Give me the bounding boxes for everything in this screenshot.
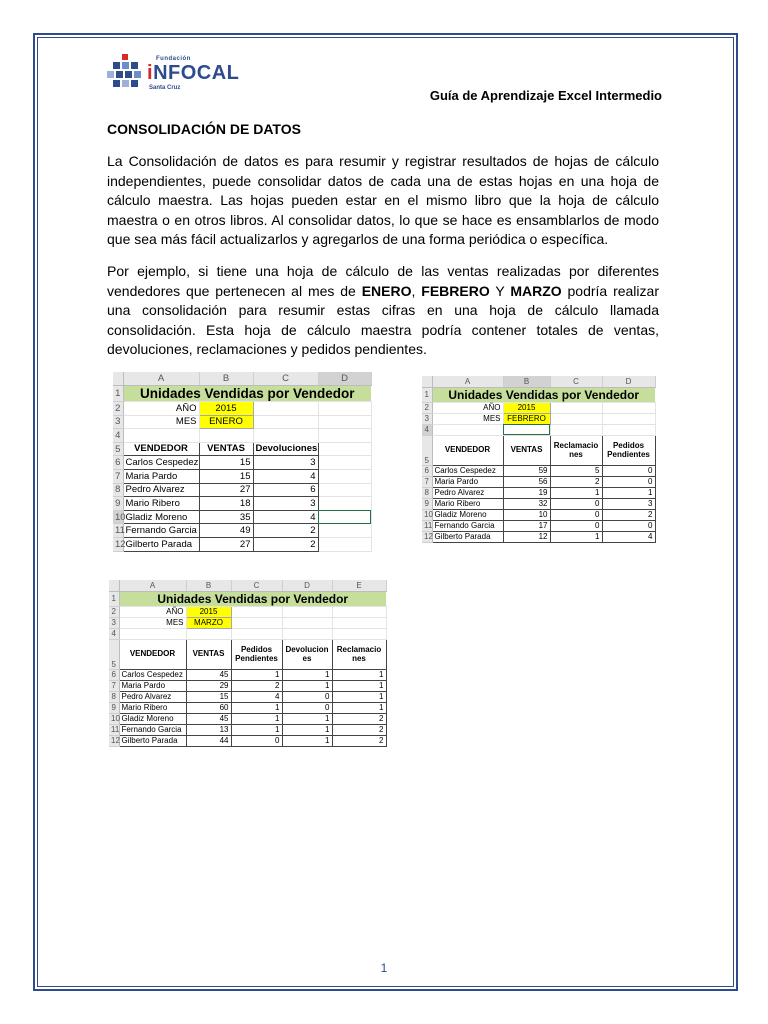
intro-paragraph: La Consolidación de datos es para resumir y registrar resultados de hojas de cálculo independientes, puede consolidar datos de cada una de estas hojas en una hoja de cálculo maestra. Las hojas pueden estar en el mismo libro que la hoja de cálculo maestra o en otros libros. Al consolidar datos, lo que se hace es ensamblarlos de modo que sea más fácil actualizarlos y agregarlos de una forma periódica o específica. <box>107 153 659 248</box>
col-title-vendedor: VENDEDOR <box>119 639 186 669</box>
anio-value: 2015 <box>503 402 550 413</box>
row-number: 1 <box>422 387 432 402</box>
sheet-title: Unidades Vendidas por Vendedor <box>123 386 371 402</box>
row-number: 5 <box>422 435 432 465</box>
col-title-vendedor: VENDEDOR <box>123 442 199 456</box>
guide-title: Guía de Aprendizaje Excel Intermedio <box>429 88 662 103</box>
table-row: 8 Pedro Alvarez 19 1 1 <box>422 487 655 498</box>
row-number: 3 <box>109 617 119 628</box>
col-header: D <box>602 376 655 387</box>
col-title-vendedor: VENDEDOR <box>432 435 503 465</box>
col-title-ventas: VENTAS <box>503 435 550 465</box>
sheet-corner <box>422 376 432 387</box>
anio-value: 2015 <box>199 402 253 416</box>
table-row: 12 Gilberto Parada 27 2 <box>113 538 371 552</box>
selected-cell[interactable] <box>318 510 371 524</box>
row-number: 1 <box>109 591 119 606</box>
col-title-pedidos-pendientes: Pedidos Pendientes <box>602 435 655 465</box>
infocal-logo <box>107 52 240 98</box>
row-number: 4 <box>422 424 432 435</box>
example-paragraph: Por ejemplo, si tiene una hoja de cálculo de las ventas realizadas por diferentes vendedores que pertenecen al mes de ENERO, FEBRERO Y MARZO podría realizar una consolidación para resumir estas cifras en una hoja de cálculo llamada consolidación. Esta hoja de cálculo maestra podría contener totales de ventas, devoluciones, reclamaciones y pedidos pendientes. <box>107 263 659 358</box>
col-title-devoluciones: Devolucion es <box>282 639 332 669</box>
mes-label: MES <box>432 413 503 424</box>
mes-value: MARZO <box>186 617 231 628</box>
row-number: 5 <box>109 639 119 669</box>
table-row: 11 Fernando Garcia 13 1 1 2 <box>109 724 386 735</box>
table-row: 9 Mario Ribero 32 0 3 <box>422 498 655 509</box>
sheet-title: Unidades Vendidas por Vendedor <box>119 591 386 606</box>
mes-value: ENERO <box>199 415 253 429</box>
sheet-marzo <box>109 580 387 747</box>
table-row: 7 Maria Pardo 29 2 1 1 <box>109 680 386 691</box>
sheet-enero <box>113 372 372 552</box>
logo-fundacion-text: Fundación <box>156 56 191 62</box>
anio-label: AÑO <box>432 402 503 413</box>
page-number: 1 <box>380 961 388 975</box>
table-row: 8 Pedro Alvarez 15 4 0 1 <box>109 691 386 702</box>
table-row: 8 Pedro Alvarez 27 6 <box>113 483 371 497</box>
table-row: 9 Mario Ribero 60 1 0 1 <box>109 702 386 713</box>
col-header: E <box>332 580 386 591</box>
logo-squares-icon <box>107 54 145 94</box>
col-header: C <box>253 372 318 386</box>
col-header: B <box>186 580 231 591</box>
col-header: D <box>282 580 332 591</box>
row-number: 3 <box>422 413 432 424</box>
table-row: 12 Gilberto Parada 44 0 1 2 <box>109 735 386 746</box>
anio-label: AÑO <box>123 402 199 416</box>
col-header: A <box>432 376 503 387</box>
sheet-febrero <box>422 376 656 543</box>
anio-label: AÑO <box>119 606 186 617</box>
table-row: 11 Fernando Garcia 49 2 <box>113 524 371 538</box>
row-number: 2 <box>422 402 432 413</box>
mes-label: MES <box>123 415 199 429</box>
table-row: 7 Maria Pardo 15 4 <box>113 470 371 484</box>
col-title-ventas: VENTAS <box>186 639 231 669</box>
sheet-corner <box>113 372 123 386</box>
anio-value: 2015 <box>186 606 231 617</box>
row-number: 4 <box>109 628 119 639</box>
row-number: 4 <box>113 429 123 443</box>
col-header: B <box>199 372 253 386</box>
row-number: 5 <box>113 442 123 456</box>
table-row: 7 Maria Pardo 56 2 0 <box>422 476 655 487</box>
logo-subtitle: Santa Cruz <box>149 85 181 91</box>
selected-cell[interactable] <box>503 424 550 435</box>
col-title-ventas: VENTAS <box>199 442 253 456</box>
sheet-corner <box>109 580 119 591</box>
col-title-reclamaciones: Reclamacio nes <box>550 435 602 465</box>
col-header: A <box>123 372 199 386</box>
table-row: 6 Carlos Cespedez 15 3 <box>113 456 371 470</box>
table-row: 6 Carlos Cespedez 59 5 0 <box>422 465 655 476</box>
col-title-devoluciones: Devoluciones <box>253 442 318 456</box>
table-row: 11 Fernando Garcia 17 0 0 <box>422 520 655 531</box>
logo-name: iNFOCAL <box>147 62 240 84</box>
mes-value: FEBRERO <box>503 413 550 424</box>
section-title: CONSOLIDACIÓN DE DATOS <box>107 121 301 137</box>
row-number: 2 <box>109 606 119 617</box>
row-number: 3 <box>113 415 123 429</box>
col-header: A <box>119 580 186 591</box>
mes-label: MES <box>119 617 186 628</box>
col-title-pedidos-pendientes: Pedidos Pendientes <box>231 639 282 669</box>
row-number: 1 <box>113 386 123 402</box>
col-header: C <box>550 376 602 387</box>
table-row: 10 Gladiz Moreno 10 0 2 <box>422 509 655 520</box>
sheet-title: Unidades Vendidas por Vendedor <box>432 387 655 402</box>
table-row: 12 Gilberto Parada 12 1 4 <box>422 531 655 542</box>
table-row: 9 Mario Ribero 18 3 <box>113 497 371 511</box>
table-row: 10 Gladiz Moreno 45 1 1 2 <box>109 713 386 724</box>
col-header: B <box>503 376 550 387</box>
col-title-reclamaciones: Reclamacio nes <box>332 639 386 669</box>
table-row: 6 Carlos Cespedez 45 1 1 1 <box>109 669 386 680</box>
table-row: 10 Gladiz Moreno 35 4 <box>113 510 371 524</box>
col-header: C <box>231 580 282 591</box>
row-number: 2 <box>113 402 123 416</box>
col-header: D <box>318 372 371 386</box>
